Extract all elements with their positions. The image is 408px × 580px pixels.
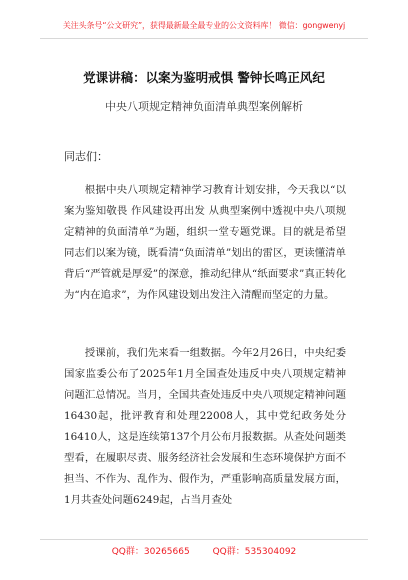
paragraph-2: 授课前，我们先来看一组数据。今年2月26日，中央纪委国家监委公布了2025年1月全国查处违反中央八项规定精神问题汇总情况。当月，全国共查处违反中央八项规定精神问题16430起，批评教育和处理22008人，其中党纪政务处分16410人，这是连续第137个月公布月报数据。从查处问题类型看，在履职尽责、服务经济社会发展和生态环境保护方面不担当、不作为、乱作为、假作为，严重影响高质量发展方面，1月共查处问题6249起，占当月查处: [64, 347, 346, 506]
footer-qq-group-2: QQ群：535304092: [212, 547, 297, 557]
footer-divider: [40, 539, 368, 540]
promo-banner: 关注头条号“公文研究”，获得最新最全最专业的公文资料库！ 微信：gongwenyj: [62, 21, 346, 30]
footer-qq-group-1: QQ群：30265665: [111, 547, 190, 557]
footer-contacts: [0, 544, 408, 557]
paragraph-1: 根据中央八项规定精神学习教育计划安排，今天我以“以案为鉴知敬畏 作风建设再出发 从典型案例中透视中央八项规定精神的负面清单”为题，组织一堂专题党课。目的就是希望同志们以案为镜，既看清“负面清单”划出的雷区，更读懂清单背后“严管就是厚爱”的深意，推动纪律从“纸面要求”真正转化为“内在追求”，为作风建设划出发注入清醒而坚定的力量。: [64, 184, 346, 301]
document-title: 党课讲稿：以案为鉴明戒惧 警钟长鸣正风纪: [83, 70, 325, 85]
header-divider: [40, 38, 368, 39]
document-subtitle: 中央八项规定精神负面清单典型案例解析: [105, 100, 303, 113]
salutation: 同志们：: [64, 150, 108, 163]
